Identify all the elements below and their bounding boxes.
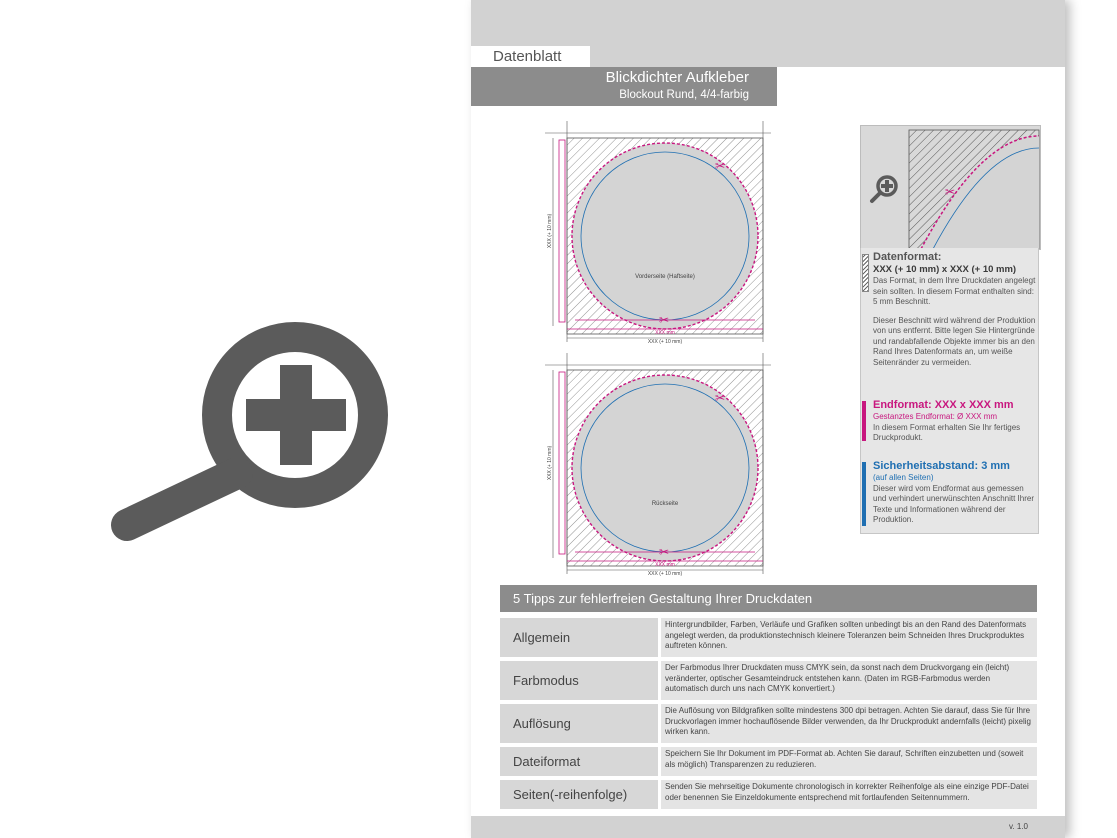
front-dim-outer: XXX (+ 10 mm) [647, 339, 683, 345]
sicherheit-text: Dieser wird vom Endformat aus gemessen und verhindert unerwünschten Anschnitt Ihrer Texte und Informationen während der Produktion. [873, 483, 1034, 524]
datenformat-section [873, 251, 1038, 368]
sicherheit-title: Sicherheitsabstand: 3 mm [873, 460, 1010, 472]
sicherheit-marker [862, 462, 866, 526]
front-side-diagram [545, 121, 771, 345]
tip-text: Speichern Sie Ihr Dokument im PDF-Format ab. Achten Sie darauf, Schriften einzubetten und (soweit als möglich) Transparenzen zu reduzieren. [661, 747, 1037, 776]
tips-header: 5 Tipps zur fehlerfreien Gestaltung Ihrer Druckdaten [500, 585, 1037, 612]
magnifier-small-icon [872, 177, 896, 201]
svg-text:✂: ✂ [945, 185, 956, 199]
tip-row [500, 747, 1037, 776]
tip-text: Hintergrundbilder, Farben, Verläufe und Grafiken sollten unbedingt bis an den Rand des Datenformats angelegt werden, da produktionstechnisch kleinere Toleranzen beim Schneiden Ihres Druckproduktes auftreten können. [661, 618, 1037, 657]
bottom-band [471, 816, 1065, 838]
datenformat-marker [862, 254, 869, 292]
back-dim-vertical: XXX (+ 10 mm) [547, 445, 553, 481]
front-dim-vertical: XXX (+ 10 mm) [547, 213, 553, 249]
tip-text: Senden Sie mehrseitige Dokumente chronologisch in korrekter Reihenfolge als eine einzige PDF-Datei oder benennen Sie Einzeldokumente entsprechend mit fortlaufenden Seitennummern. [661, 780, 1037, 809]
info-panel [860, 248, 1039, 534]
tip-label: Auflösung [500, 704, 658, 743]
datenformat-text: Das Format, in dem Ihre Druckdaten angelegt sein sollten. In diesem Format enthalten sind: 5 mm Beschnitt. [873, 276, 1036, 306]
product-title: Blickdichter Aufkleber [605, 69, 749, 86]
svg-text:✂: ✂ [659, 545, 670, 559]
sticker-diagram [545, 116, 785, 576]
back-dim-outer: XXX (+ 10 mm) [647, 571, 683, 576]
endformat-text: In diesem Format erhalten Sie Ihr fertiges Druckprodukt. [873, 422, 1021, 442]
zoom-detail [860, 125, 1041, 250]
back-label: Rückseite [651, 501, 679, 507]
tip-label: Allgemein [500, 618, 658, 657]
datenformat-title: Datenformat: [873, 251, 942, 263]
version-label: v. 1.0 [1009, 822, 1028, 831]
tip-text: Der Farbmodus Ihrer Druckdaten muss CMYK sein, da sonst nach dem Druckvorgang ein (leicht) veränderter, optischer Gesamteindruck entstehen kann. (Daten im RGB-Farbmodus werden automatisch durch uns nach CMYK konvertiert.) [661, 661, 1037, 700]
zoom-detail-graphic [861, 126, 1040, 249]
datasheet-page [471, 0, 1065, 838]
sicherheit-section [873, 460, 1038, 526]
tip-label: Farbmodus [500, 661, 658, 700]
product-subtitle: Blockout Rund, 4/4-farbig [619, 89, 749, 101]
sicherheit-sub: (auf allen Seiten) [873, 473, 934, 482]
back-side-diagram [545, 353, 771, 576]
zoom-in-icon[interactable] [105, 295, 405, 555]
front-label: Vorderseite (Haftseite) [635, 274, 695, 280]
tip-row [500, 704, 1037, 743]
back-dim-inner: XXX mm [655, 562, 675, 568]
tip-row [500, 618, 1037, 657]
svg-text:✂: ✂ [715, 391, 726, 405]
tip-row [500, 661, 1037, 700]
title-band [471, 67, 777, 106]
svg-text:✂: ✂ [659, 313, 670, 327]
endformat-title: Endformat: XXX x XXX mm [873, 399, 1014, 411]
tip-label: Seiten(-reihenfolge) [500, 780, 658, 809]
endformat-section [873, 399, 1038, 444]
tip-label: Dateiformat [500, 747, 658, 776]
endformat-marker [862, 401, 866, 441]
datenblatt-tab: Datenblatt [471, 46, 590, 68]
tip-text: Die Auflösung von Bildgrafiken sollte mindestens 300 dpi betragen. Achten Sie darauf, dass Sie für Ihre Druckvorlagen immer hochauflösende Bilder verwenden, da Ihr Druckprodukt andernfalls (leicht) pixelig wirken kann. [661, 704, 1037, 743]
datenformat-dims: XXX (+ 10 mm) x XXX (+ 10 mm) [873, 264, 1017, 275]
front-dim-inner: XXX mm [655, 330, 675, 336]
datenformat-text2: Dieser Beschnitt wird während der Produktion von uns entfernt. Bitte legen Sie Hintergründe und randabfallende Objekte immer bis an den Rand Ihres Datenformats an, um weiße Seitenränder zu vermeiden. [873, 315, 1036, 367]
tip-row [500, 780, 1037, 809]
svg-text:✂: ✂ [715, 159, 726, 173]
endformat-sub: Gestanztes Endformat: Ø XXX mm [873, 412, 998, 421]
